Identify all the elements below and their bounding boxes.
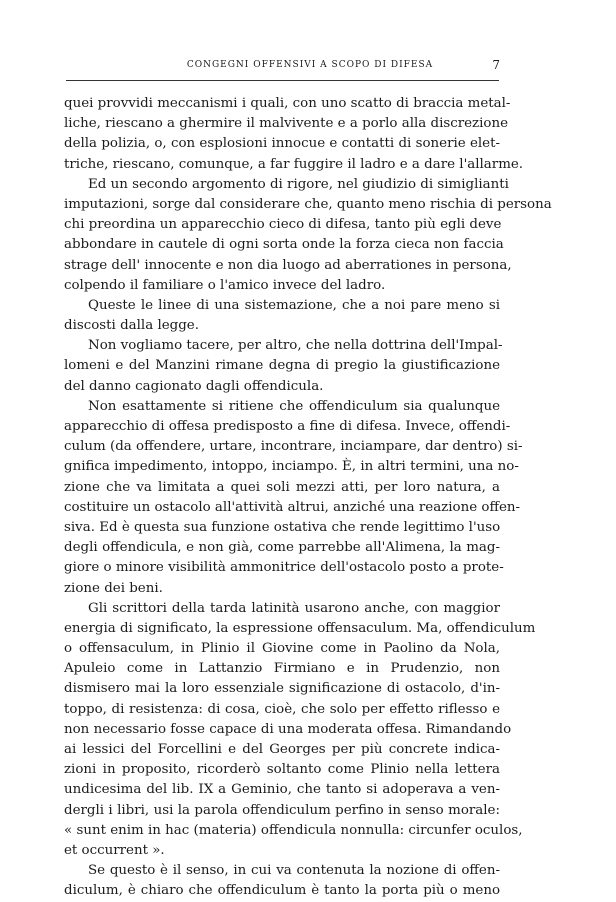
text-line: quei provvidi meccanismi i quali, con uno scatto di braccia metal-: [64, 96, 511, 111]
text-line: undicesima del lib. IX a Geminio, che tanto si adoperava a ven-: [64, 782, 500, 798]
text-line: gnifica impedimento, intoppo, inciampo. È, in altri termini, una no-: [64, 459, 519, 475]
text-line: Apuleio come in Lattanzio Firmiano e in Prudenzio, non: [64, 661, 500, 677]
text-line: Se questo è il senso, in cui va contenuta la nozione di offen-: [88, 863, 500, 879]
body-text: [64, 94, 552, 902]
text-line: imputazioni, sorge dal considerare che, quanto meno rischia di persona: [64, 196, 552, 212]
text-line: dismisero mai la loro essenziale significazione di ostacolo, d'in-: [64, 681, 500, 697]
text-line: o offensaculum, in Plinio il Giovine come in Paolino da Nola,: [64, 641, 500, 657]
text-line: siva. Ed è questa sua funzione ostativa che rende legittimo l'uso: [64, 519, 501, 535]
text-line: toppo, di resistenza: di cosa, cioè, che solo per effetto riflesso e: [64, 701, 500, 717]
text-line: Ed un secondo argomento di rigore, nel giudizio di simiglianti: [88, 176, 509, 192]
text-line: zioni in proposito, ricorderò soltanto come Plinio nella lettera: [64, 762, 500, 778]
text-line: dergli i libri, usi la parola offendiculum perfino in senso morale:: [64, 802, 500, 818]
text-line: giore o minore visibilità ammonitrice dell'ostacolo posto a prote-: [64, 560, 504, 576]
text-line: colpendo il familiare o l'amico invece del ladro.: [64, 277, 386, 293]
text-line: diculum, è chiaro che offendiculum è tanto la porta più o meno: [64, 883, 500, 899]
page-header: [60, 58, 500, 80]
text-line: triche, riescano, comunque, a far fuggire il ladro e a dare l'allarme.: [64, 156, 524, 172]
text-line: liche, riescano a ghermire il malvivente e a porlo alla discrezione: [64, 116, 509, 132]
text-line: strage dell' innocente e non dia luogo ad aberrationes in persona,: [64, 257, 512, 273]
text-line: lomeni e del Manzini rimane degna di pregio la giustificazione: [64, 358, 500, 374]
text-line: abbondare in cautele di ogni sorta onde la forza cieca non faccia: [64, 237, 504, 253]
text-line: et occurrent ».: [64, 842, 165, 858]
text-line: « sunt enim in hac (materia) offendicula nonnulla: circunfer oculos,: [64, 822, 523, 838]
text-line: costituire un ostacolo all'attività altrui, anziché una reazione offen-: [64, 499, 521, 515]
text-line: della polizia, o, con esplosioni innocue e contatti di sonerie elet-: [64, 136, 500, 152]
text-line: energia di significato, la espressione offensaculum. Ma, offendiculum: [64, 620, 536, 636]
header-rule: [66, 80, 499, 81]
text-line: zione dei beni.: [64, 580, 163, 596]
text-line: non necessario fosse capace di una moderata offesa. Rimandando: [64, 721, 512, 737]
text-line: Queste le linee di una sistemazione, che a noi pare meno si: [88, 297, 500, 313]
text-line: Gli scrittori della tarda latinità usarono anche, con maggior: [88, 600, 500, 616]
text-line: chi preordina un apparecchio cieco di difesa, tanto più egli deve: [64, 217, 502, 233]
text-line: Non vogliamo tacere, per altro, che nella dottrina dell'Impal-: [88, 338, 503, 354]
page-number: 7: [492, 58, 500, 72]
text-line: culum (da offendere, urtare, incontrare, inciampare, dar dentro) si-: [64, 439, 523, 455]
text-line: degli offendicula, e non già, come parrebbe all'Alimena, la mag-: [64, 540, 500, 556]
running-title: CONGEGNI OFFENSIVI A SCOPO DI DIFESA: [186, 60, 434, 70]
text-line: apparecchio di offesa predisposto a fine di difesa. Invece, offendi-: [64, 419, 511, 434]
text-line: Non esattamente si ritiene che offendiculum sia qualunque: [88, 398, 500, 414]
text-line: zione che va limitata a quei soli mezzi atti, per loro natura, a: [64, 479, 500, 495]
text-line: discosti dalla legge.: [64, 318, 199, 334]
text-line: del danno cagionato dagli offendicula.: [64, 378, 324, 394]
text-line: ai lessici del Forcellini e del Georges per più concrete indica-: [64, 742, 500, 757]
